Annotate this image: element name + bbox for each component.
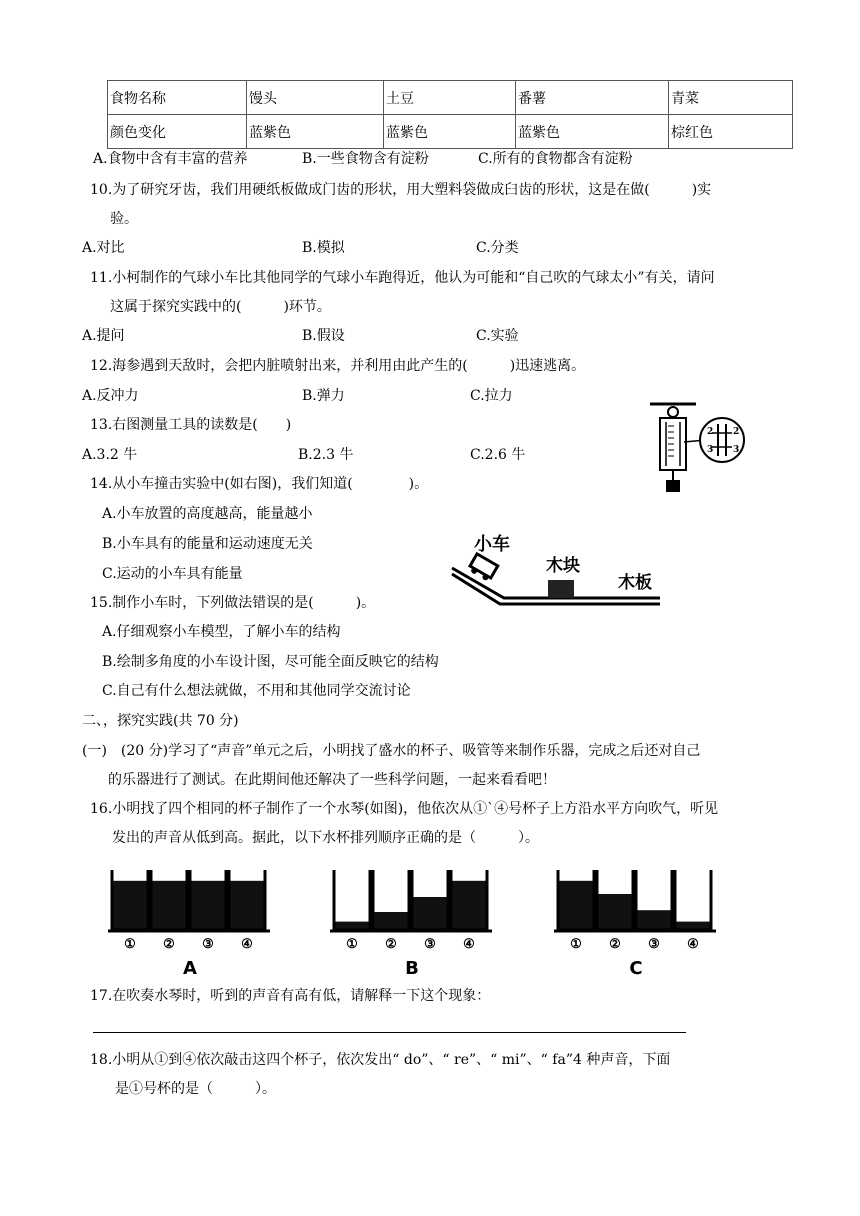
q10-option-a: A.对比 bbox=[82, 240, 125, 256]
water-glasses-figure bbox=[100, 864, 760, 980]
q11-option-b: B.假设 bbox=[302, 328, 345, 344]
q9-option-a: A.食物中含有丰富的营养 bbox=[93, 151, 248, 167]
board-label: 木板 bbox=[618, 573, 652, 593]
q13-text: 13.右图测量工具的读数是( ) bbox=[90, 417, 292, 433]
car-label: 小车 bbox=[474, 534, 510, 555]
cup-water bbox=[636, 910, 672, 930]
q14-option-a: A.小车放置的高度越高，能量越小 bbox=[102, 506, 313, 522]
scale-digit: 3 bbox=[733, 445, 740, 455]
cup-water bbox=[151, 881, 187, 930]
q11-text: 11.小柯制作的气球小车比其他同学的气球小车跑得近，他认为可能和“自己吹的气球太小”有关，请问 bbox=[90, 270, 715, 286]
cup-number: ② bbox=[609, 937, 621, 952]
q10-option-b: B.模拟 bbox=[302, 240, 345, 256]
q17-text: 17.在吹奏水琴时，听到的声音有高有低，请解释一下这个现象： bbox=[90, 988, 491, 1004]
q9-option-b: B.一些食物含有淀粉 bbox=[302, 151, 429, 167]
q12-option-b: B.弹力 bbox=[302, 388, 345, 404]
cup-water bbox=[597, 894, 633, 930]
table-cell: 蓝紫色 bbox=[247, 115, 384, 149]
group-label: B bbox=[405, 958, 419, 979]
cup-number: ④ bbox=[687, 937, 699, 952]
cup-water bbox=[558, 881, 594, 930]
table-row bbox=[108, 81, 793, 115]
food-starch-table bbox=[107, 80, 793, 149]
q12-option-a: A.反冲力 bbox=[82, 388, 139, 404]
cup-number: ④ bbox=[241, 937, 253, 952]
spring-scale-figure bbox=[644, 400, 748, 496]
q14-text: 14.从小车撞击实验中(如右图)，我们知道( )。 bbox=[90, 476, 429, 492]
cup-water bbox=[451, 881, 487, 930]
cup-number: ③ bbox=[202, 937, 214, 952]
answer-line bbox=[93, 1032, 686, 1033]
table-cell: 番薯 bbox=[516, 81, 669, 115]
cup-number: ① bbox=[124, 937, 136, 952]
scale-digit: 3 bbox=[707, 445, 714, 455]
q16-text-cont: 发出的声音从低到高。据此，以下水杯排列顺序正确的是（ ）。 bbox=[112, 830, 539, 846]
group-label: A bbox=[183, 958, 197, 979]
table-cell: 食物名称 bbox=[108, 81, 247, 115]
scale-digit: 2 bbox=[707, 427, 714, 437]
table-cell: 青菜 bbox=[669, 81, 793, 115]
cup-number: ④ bbox=[463, 937, 475, 952]
part1-intro: (一) (20 分)学习了“声音”单元之后，小明找了盛水的杯子、吸管等来制作乐器，完成之后还对自己 bbox=[82, 743, 701, 759]
q10-text: 10.为了研究牙齿，我们用硬纸板做成门齿的形状，用大塑料袋做成臼齿的形状，这是在做( )实 bbox=[90, 182, 712, 198]
q13-option-b: B.2.3 牛 bbox=[298, 447, 354, 463]
q10-text-cont: 验。 bbox=[110, 211, 138, 227]
q13-option-a: A.3.2 牛 bbox=[82, 447, 138, 463]
q15-option-b: B.绘制多角度的小车设计图，尽可能全面反映它的结构 bbox=[102, 654, 439, 670]
q15-option-c: C.自己有什么想法就做，不用和其他同学交流讨论 bbox=[102, 683, 411, 699]
q18-text-cont: 是①号杯的是（ ）。 bbox=[115, 1081, 276, 1097]
q14-option-b: B.小车具有的能量和运动速度无关 bbox=[102, 536, 313, 552]
cup-outline bbox=[334, 870, 370, 930]
cup-number: ③ bbox=[648, 937, 660, 952]
cup-water bbox=[373, 912, 409, 930]
q11-option-a: A.提问 bbox=[82, 328, 125, 344]
q18-text: 18.小明从①到④依次敲击这四个杯子，依次发出“ do”、“ re”、“ mi”、“ fa”4 种声音，下面 bbox=[90, 1052, 671, 1068]
q15-text: 15.制作小车时，下列做法错误的是( )。 bbox=[90, 595, 376, 611]
group-label: C bbox=[629, 958, 643, 979]
cup-outline bbox=[675, 870, 711, 930]
table-cell: 棕红色 bbox=[669, 115, 793, 149]
table-cell: 蓝紫色 bbox=[516, 115, 669, 149]
car-collision-figure bbox=[448, 528, 670, 608]
cup-number: ① bbox=[346, 937, 358, 952]
q10-option-c: C.分类 bbox=[476, 240, 519, 256]
table-cell: 颜色变化 bbox=[108, 115, 247, 149]
q13-option-c: C.2.6 牛 bbox=[470, 447, 526, 463]
q14-option-c: C.运动的小车具有能量 bbox=[102, 566, 243, 582]
cup-water bbox=[412, 897, 448, 930]
q12-text: 12.海参遇到天敌时，会把内脏喷射出来，并利用由此产生的( )迅速逃离。 bbox=[90, 358, 586, 374]
table-row bbox=[108, 115, 793, 149]
q11-option-c: C.实验 bbox=[476, 328, 519, 344]
cup-number: ② bbox=[163, 937, 175, 952]
table-cell: 土豆 bbox=[384, 81, 516, 115]
part1-intro-cont: 的乐器进行了测试。在此期间他还解决了一些科学问题，一起来看看吧！ bbox=[108, 772, 556, 788]
cup-number: ③ bbox=[424, 937, 436, 952]
q12-option-c: C.拉力 bbox=[470, 388, 513, 404]
table-cell: 馒头 bbox=[247, 81, 384, 115]
q9-option-c: C.所有的食物都含有淀粉 bbox=[478, 151, 633, 167]
q16-text: 16.小明找了四个相同的杯子制作了一个水琴(如图)，他依次从①`④号杯子上方沿水平方向吹气，听见 bbox=[90, 801, 719, 817]
scale-digit: 2 bbox=[733, 427, 740, 437]
table-cell: 蓝紫色 bbox=[384, 115, 516, 149]
cup-water bbox=[229, 881, 265, 930]
q15-option-a: A.仔细观察小车模型，了解小车的结构 bbox=[102, 624, 341, 640]
cup-number: ① bbox=[570, 937, 582, 952]
block-label: 木块 bbox=[546, 556, 580, 576]
cup-water bbox=[190, 881, 226, 930]
cup-number: ② bbox=[385, 937, 397, 952]
q11-text-cont: 这属于探究实践中的( )环节。 bbox=[110, 299, 331, 315]
cup-water bbox=[112, 881, 148, 930]
section-heading: 二、，探究实践(共 70 分) bbox=[82, 713, 239, 729]
